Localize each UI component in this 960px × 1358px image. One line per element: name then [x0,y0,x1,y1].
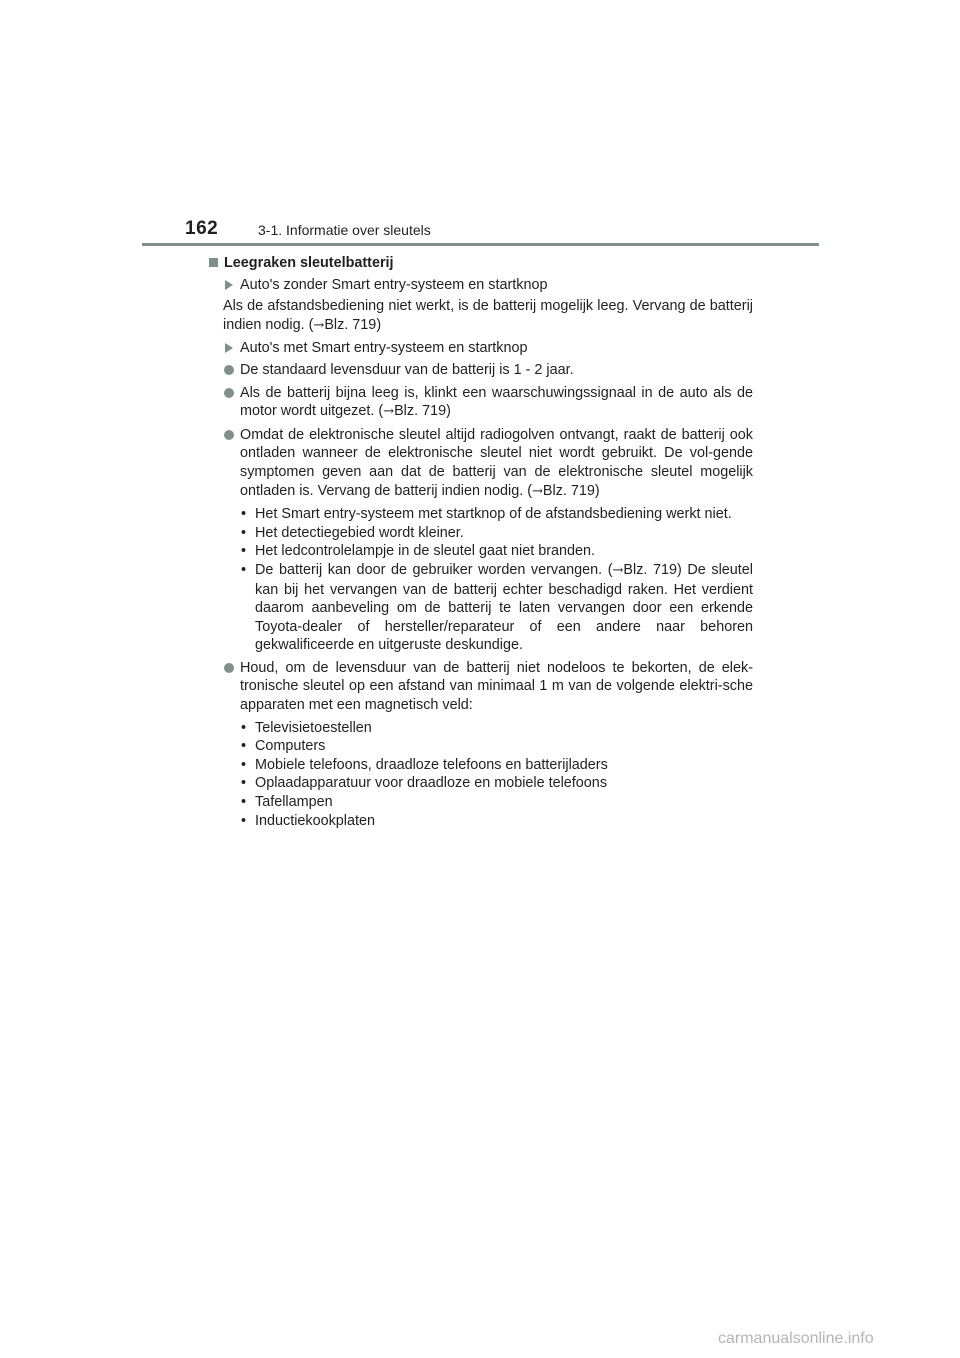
subheading-text: Auto's met Smart entry-systeem en startknop [240,340,528,357]
arrow-icon: → [313,317,325,333]
circle-bullet-icon [224,388,234,398]
bullet-text: De standaard levensduur van de batterij is 1 - 2 jaar. [240,361,574,378]
bullet-text: Omdat de elektronische sleutel altijd radiogolven ontvangt, raakt de batterij ook ontladen wanneer de elektronische sleutel niet wordt gebruikt. De vol-gende symptomen geven aan dat de batterij van de elektronische sleutel mogelijk ontladen is. Vervang de batterij indien nodig. ( [240,426,753,499]
square-bullet-icon [209,258,218,267]
list-item: • Het detectiegebied wordt kleiner. [240,524,753,543]
triangle-marker-icon [225,280,233,290]
page-reference[interactable]: Blz. 719 [623,561,678,578]
list-item: • Het ledcontrolelampje in de sleutel gaat niet branden. [240,542,753,561]
device-list [208,719,753,831]
watermark: carmanualsonline.info [718,1330,874,1347]
subheading-text: Auto's zonder Smart entry-systeem en startknop [240,276,548,293]
page-header [0,0,960,250]
list-item-text-end: ) De sleutel kan bij het vervangen van de batterij echter beschadigd raken. Het verdient daarom aanbeveling om de batterij te laten vervangen door een erkende Toyota-dealer of hersteller/reparateur of een andere naar behoren gekwalificeerde en uitgeruste deskundige. [255,561,753,654]
main-content [208,254,753,830]
list-item: • Televisietoestellen [240,719,753,738]
circle-bullet-icon [224,365,234,375]
page-reference[interactable]: Blz. 719 [542,482,595,499]
arrow-icon: → [532,483,543,499]
page-number: 162 [185,218,219,239]
bullet-warning-signal [208,384,753,422]
bullet-text-end: ) [446,403,451,420]
bullet-battery-lifetime [208,361,753,380]
header-rule [142,243,819,246]
bullet-radio-waves [208,426,753,501]
paragraph-text: Als de afstandsbediening niet werkt, is de batterij mogelijk leeg. Vervang de batterij indien nodig. ( [223,298,753,333]
list-item: • Inductiekookplaten [240,812,753,831]
list-item-text: De batterij kan door de gebruiker worden vervangen. ( [255,561,613,578]
circle-bullet-icon [224,430,234,440]
page-reference[interactable]: Blz. 719 [394,403,447,420]
section-heading [208,254,753,273]
paragraph-text-end: ) [376,316,382,333]
symptom-list [208,505,753,655]
list-item: • Tafellampen [240,793,753,812]
arrow-icon: → [612,562,624,578]
arrow-icon: → [383,404,395,420]
paragraph-remote-battery [208,297,753,335]
bullet-text-end: ) [594,482,600,499]
section-title: 3-1. Informatie over sleutels [258,222,431,238]
list-item [240,561,753,655]
subheading-with-smart-entry [208,339,753,358]
subheading-without-smart-entry [208,276,753,295]
circle-bullet-icon [224,663,234,673]
list-item: • Het Smart entry-systeem met startknop of de afstandsbediening werkt niet. [240,505,753,524]
list-item: • Mobiele telefoons, draadloze telefoons en batterijladers [240,756,753,775]
bullet-text: Als de batterij bijna leeg is, klinkt een waarschuwingssignaal in de auto als de motor wordt uitgezet. ( [240,384,753,420]
bullet-magnetic-devices [208,659,753,715]
list-item: • Computers [240,737,753,756]
list-item: • Oplaadapparatuur voor draadloze en mobiele telefoons [240,774,753,793]
bullet-text: Houd, om de levensduur van de batterij niet nodeloos te bekorten, de elek-tronische sleutel op een afstand van minimaal 1 m van de volgende elektri-sche apparaten met een magnetisch veld: [240,659,753,714]
section-heading-text: Leegraken sleutelbatterij [224,255,394,271]
triangle-marker-icon [225,343,233,353]
page-reference[interactable]: Blz. 719 [324,316,377,333]
